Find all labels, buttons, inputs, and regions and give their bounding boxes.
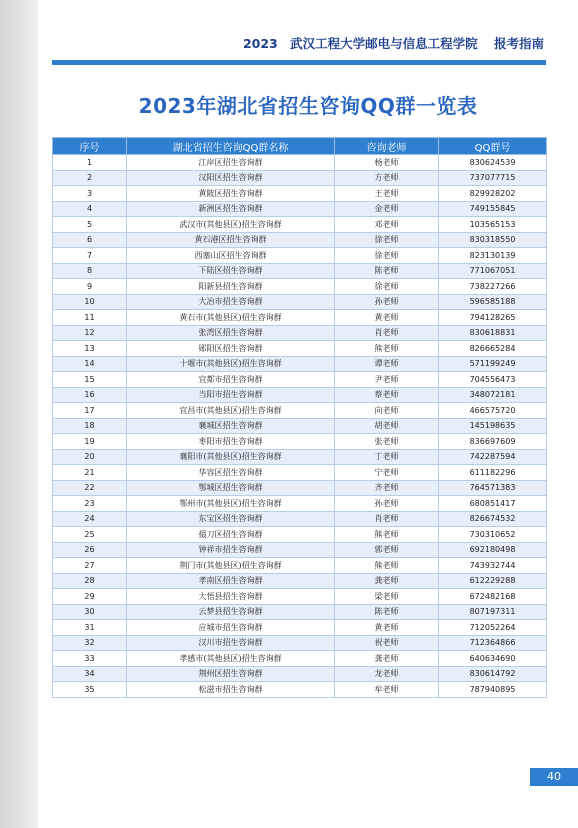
table-row [53, 527, 547, 543]
qq-number: 830318550 [439, 232, 547, 248]
teacher-name: 祝老师 [335, 635, 439, 651]
row-index: 11 [53, 310, 127, 326]
qq-number: 830624539 [439, 155, 547, 171]
table-row [53, 248, 547, 264]
group-name: 黄石港区招生咨询群 [127, 232, 335, 248]
page-number: 40 [530, 768, 578, 786]
table-row [53, 279, 547, 295]
header-section: 报考指南 [493, 36, 544, 51]
qq-number: 640634690 [439, 651, 547, 667]
table-row [53, 418, 547, 434]
group-name: 荆门市(其他县区)招生咨询群 [127, 558, 335, 574]
teacher-name: 熊老师 [335, 341, 439, 357]
qq-number: 672482168 [439, 589, 547, 605]
document-page [38, 0, 578, 828]
table-row [53, 186, 547, 202]
table-row [53, 372, 547, 388]
row-index: 15 [53, 372, 127, 388]
row-index: 9 [53, 279, 127, 295]
group-name: 云梦县招生咨询群 [127, 604, 335, 620]
group-name: 鄂州市(其他县区)招生咨询群 [127, 496, 335, 512]
teacher-name: 张老师 [335, 434, 439, 450]
group-name: 宜都市招生咨询群 [127, 372, 335, 388]
table-row [53, 170, 547, 186]
group-name: 新洲区招生咨询群 [127, 201, 335, 217]
qq-number: 730310652 [439, 527, 547, 543]
teacher-name: 谭老师 [335, 356, 439, 372]
group-name: 下陆区招生咨询群 [127, 263, 335, 279]
qq-number: 145198635 [439, 418, 547, 434]
running-header [38, 34, 544, 56]
group-name: 大悟县招生咨询群 [127, 589, 335, 605]
row-index: 34 [53, 666, 127, 682]
group-name: 阳新县招生咨询群 [127, 279, 335, 295]
table-row [53, 356, 547, 372]
teacher-name: 杨老师 [335, 155, 439, 171]
group-name: 襄阳市(其他县区)招生咨询群 [127, 449, 335, 465]
qq-number: 712052264 [439, 620, 547, 636]
teacher-name: 梁老师 [335, 589, 439, 605]
qq-number: 829928202 [439, 186, 547, 202]
qq-number: 807197311 [439, 604, 547, 620]
qq-number: 823130139 [439, 248, 547, 264]
table-row [53, 294, 547, 310]
table-row [53, 310, 547, 326]
table-row [53, 232, 547, 248]
group-name: 汉阳区招生咨询群 [127, 170, 335, 186]
qq-number: 704556473 [439, 372, 547, 388]
table-row [53, 666, 547, 682]
row-index: 12 [53, 325, 127, 341]
group-name: 枣阳市招生咨询群 [127, 434, 335, 450]
row-index: 20 [53, 449, 127, 465]
row-index: 27 [53, 558, 127, 574]
row-index: 24 [53, 511, 127, 527]
qq-group-table [52, 137, 547, 698]
row-index: 16 [53, 387, 127, 403]
table-row [53, 635, 547, 651]
row-index: 18 [53, 418, 127, 434]
group-name: 黄陂区招生咨询群 [127, 186, 335, 202]
qq-number: 830618831 [439, 325, 547, 341]
table-row [53, 558, 547, 574]
teacher-name: 蔡老师 [335, 387, 439, 403]
teacher-name: 熊老师 [335, 527, 439, 543]
qq-number: 771067051 [439, 263, 547, 279]
table-row [53, 573, 547, 589]
header-year: 2023 [242, 36, 278, 51]
group-name: 郧阳区招生咨询群 [127, 341, 335, 357]
group-name: 掇刀区招生咨询群 [127, 527, 335, 543]
qq-number: 466575720 [439, 403, 547, 419]
qq-number: 826674532 [439, 511, 547, 527]
row-index: 25 [53, 527, 127, 543]
row-index: 14 [53, 356, 127, 372]
qq-number: 787940895 [439, 682, 547, 698]
qq-number: 680851417 [439, 496, 547, 512]
teacher-name: 齐老师 [335, 480, 439, 496]
group-name: 武汉市(其他县区)招生咨询群 [127, 217, 335, 233]
teacher-name: 孙老师 [335, 294, 439, 310]
group-name: 钟祥市招生咨询群 [127, 542, 335, 558]
table-row [53, 480, 547, 496]
column-header-index: 序号 [53, 138, 127, 155]
teacher-name: 郭老师 [335, 542, 439, 558]
group-name: 宜昌市(其他县区)招生咨询群 [127, 403, 335, 419]
row-index: 29 [53, 589, 127, 605]
table-row [53, 434, 547, 450]
row-index: 33 [53, 651, 127, 667]
teacher-name: 方老师 [335, 170, 439, 186]
qq-number: 749155845 [439, 201, 547, 217]
teacher-name: 牟老师 [335, 682, 439, 698]
teacher-name: 邓老师 [335, 217, 439, 233]
row-index: 28 [53, 573, 127, 589]
table-row [53, 651, 547, 667]
group-name: 黄石市(其他县区)招生咨询群 [127, 310, 335, 326]
column-header-teacher: 咨询老师 [335, 138, 439, 155]
teacher-name: 向老师 [335, 403, 439, 419]
page-edge-shadow [0, 0, 38, 828]
qq-number: 830614792 [439, 666, 547, 682]
table-row [53, 403, 547, 419]
teacher-name: 肖老师 [335, 325, 439, 341]
row-index: 19 [53, 434, 127, 450]
row-index: 17 [53, 403, 127, 419]
teacher-name: 肖老师 [335, 511, 439, 527]
table-row [53, 325, 547, 341]
row-index: 1 [53, 155, 127, 171]
teacher-name: 徐老师 [335, 232, 439, 248]
row-index: 32 [53, 635, 127, 651]
row-index: 30 [53, 604, 127, 620]
teacher-name: 胡老师 [335, 418, 439, 434]
table-row [53, 604, 547, 620]
row-index: 21 [53, 465, 127, 481]
table-row [53, 155, 547, 171]
qq-number: 692180498 [439, 542, 547, 558]
page-title: 2023年湖北省招生咨询QQ群一览表 [138, 94, 478, 118]
group-name: 十堰市(其他县区)招生咨询群 [127, 356, 335, 372]
row-index: 22 [53, 480, 127, 496]
qq-number: 712364866 [439, 635, 547, 651]
teacher-name: 丁老师 [335, 449, 439, 465]
group-name: 西塞山区招生咨询群 [127, 248, 335, 264]
group-name: 孝南区招生咨询群 [127, 573, 335, 589]
group-name: 孝感市(其他县区)招生咨询群 [127, 651, 335, 667]
teacher-name: 王老师 [335, 186, 439, 202]
table-row [53, 201, 547, 217]
table-row [53, 682, 547, 698]
teacher-name: 熊老师 [335, 558, 439, 574]
table-row [53, 589, 547, 605]
column-header-group-name: 湖北省招生咨询QQ群名称 [127, 138, 335, 155]
qq-number: 612229288 [439, 573, 547, 589]
qq-number: 571199249 [439, 356, 547, 372]
qq-number: 794128265 [439, 310, 547, 326]
teacher-name: 徐老师 [335, 279, 439, 295]
teacher-name: 金老师 [335, 201, 439, 217]
group-name: 当阳市招生咨询群 [127, 387, 335, 403]
row-index: 6 [53, 232, 127, 248]
row-index: 26 [53, 542, 127, 558]
teacher-name: 徐老师 [335, 248, 439, 264]
row-index: 23 [53, 496, 127, 512]
row-index: 4 [53, 201, 127, 217]
row-index: 3 [53, 186, 127, 202]
teacher-name: 陈老师 [335, 263, 439, 279]
qq-number: 742287594 [439, 449, 547, 465]
group-name: 张湾区招生咨询群 [127, 325, 335, 341]
teacher-name: 宁老师 [335, 465, 439, 481]
group-name: 襄城区招生咨询群 [127, 418, 335, 434]
group-name: 鄂城区招生咨询群 [127, 480, 335, 496]
table-row [53, 620, 547, 636]
group-name: 汉川市招生咨询群 [127, 635, 335, 651]
qq-number: 737077715 [439, 170, 547, 186]
row-index: 10 [53, 294, 127, 310]
table-row [53, 217, 547, 233]
table-row [53, 511, 547, 527]
row-index: 13 [53, 341, 127, 357]
row-index: 8 [53, 263, 127, 279]
column-header-qq-number: QQ群号 [439, 138, 547, 155]
qq-number: 743932744 [439, 558, 547, 574]
header-school: 武汉工程大学邮电与信息工程学院 [290, 36, 478, 51]
teacher-name: 黄老师 [335, 620, 439, 636]
table-header-row [53, 138, 547, 155]
table-row [53, 449, 547, 465]
qq-number: 611182296 [439, 465, 547, 481]
teacher-name: 龚老师 [335, 573, 439, 589]
qq-number: 596585188 [439, 294, 547, 310]
row-index: 31 [53, 620, 127, 636]
qq-number: 348072181 [439, 387, 547, 403]
teacher-name: 尹老师 [335, 372, 439, 388]
group-name: 荆州区招生咨询群 [127, 666, 335, 682]
teacher-name: 黄老师 [335, 310, 439, 326]
group-name: 大冶市招生咨询群 [127, 294, 335, 310]
teacher-name: 龚老师 [335, 651, 439, 667]
teacher-name: 孙老师 [335, 496, 439, 512]
table-row [53, 496, 547, 512]
group-name: 江岸区招生咨询群 [127, 155, 335, 171]
table-row [53, 542, 547, 558]
row-index: 7 [53, 248, 127, 264]
group-name: 应城市招生咨询群 [127, 620, 335, 636]
row-index: 5 [53, 217, 127, 233]
table-row [53, 341, 547, 357]
qq-number: 103565153 [439, 217, 547, 233]
table-row [53, 387, 547, 403]
table-body [53, 155, 547, 698]
table-row [53, 263, 547, 279]
teacher-name: 陈老师 [335, 604, 439, 620]
qq-number: 836697609 [439, 434, 547, 450]
row-index: 35 [53, 682, 127, 698]
qq-number: 738227266 [439, 279, 547, 295]
group-name: 东宝区招生咨询群 [127, 511, 335, 527]
table-row [53, 465, 547, 481]
header-rule [52, 60, 546, 65]
qq-number: 826665284 [439, 341, 547, 357]
group-name: 松滋市招生咨询群 [127, 682, 335, 698]
group-name: 华容区招生咨询群 [127, 465, 335, 481]
row-index: 2 [53, 170, 127, 186]
teacher-name: 龙老师 [335, 666, 439, 682]
qq-number: 764571383 [439, 480, 547, 496]
